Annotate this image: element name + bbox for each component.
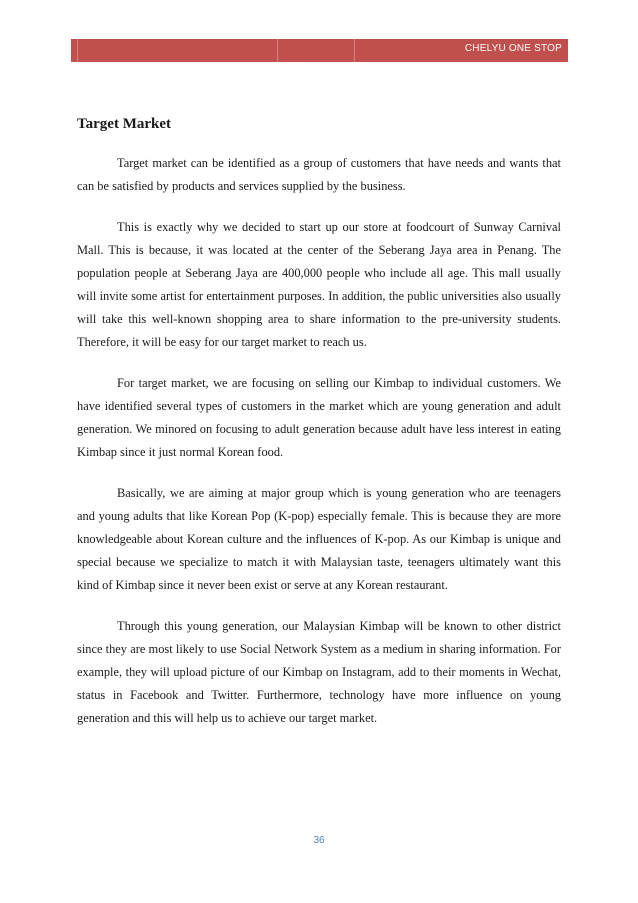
header-cell bbox=[78, 39, 278, 62]
paragraph: Basically, we are aiming at major group which is young generation who are teenagers and young adults that like Korean Pop (K-pop) especially female. This is because they are more knowledgeable about Korean culture and the influences of K-pop. As our Kimbap is unique and special because we specialize to match it with Malaysian taste, teenagers ultimately want this kind of Kimbap since it never been exist or serve at any Korean restaurant. bbox=[77, 486, 561, 592]
header-title: CHELYU ONE STOP bbox=[464, 43, 562, 54]
page-number: 36 bbox=[313, 835, 325, 846]
header-cell bbox=[278, 39, 355, 62]
section-heading: Target Market bbox=[77, 116, 171, 132]
header-cell bbox=[71, 39, 78, 62]
paragraph: This is exactly why we decided to start up our store at foodcourt of Sunway Carnival Mall. This is because, it was located at the center of the Seberang Jaya area in Penang. The population people at Seberang Jaya are 400,000 people who include all age. This mall usually will invite some artist for entertainment purposes. In addition, the public universities also usually will take this well-known shopping area to share information to the pre-university students. Therefore, it will be easy for our target market to reach us. bbox=[77, 220, 561, 349]
body-text bbox=[77, 152, 561, 748]
page-header-bar bbox=[71, 39, 568, 62]
header-cell bbox=[355, 39, 568, 62]
paragraph: For target market, we are focusing on selling our Kimbap to individual customers. We have identified several types of customers in the market which are young generation and adult generation. We minored on focusing to adult generation because adult have less interest in eating Kimbap since it just normal Korean food. bbox=[77, 376, 561, 459]
paragraph: Through this young generation, our Malaysian Kimbap will be known to other district since they are most likely to use Social Network System as a medium in sharing information. For example, they will upload picture of our Kimbap on Instagram, add to their moments in Wechat, status in Facebook and Twitter. Furthermore, technology have more influence on young generation and this will help us to achieve our target market. bbox=[77, 619, 561, 725]
paragraph: Target market can be identified as a group of customers that have needs and wants that can be satisfied by products and services supplied by the business. bbox=[77, 156, 561, 193]
